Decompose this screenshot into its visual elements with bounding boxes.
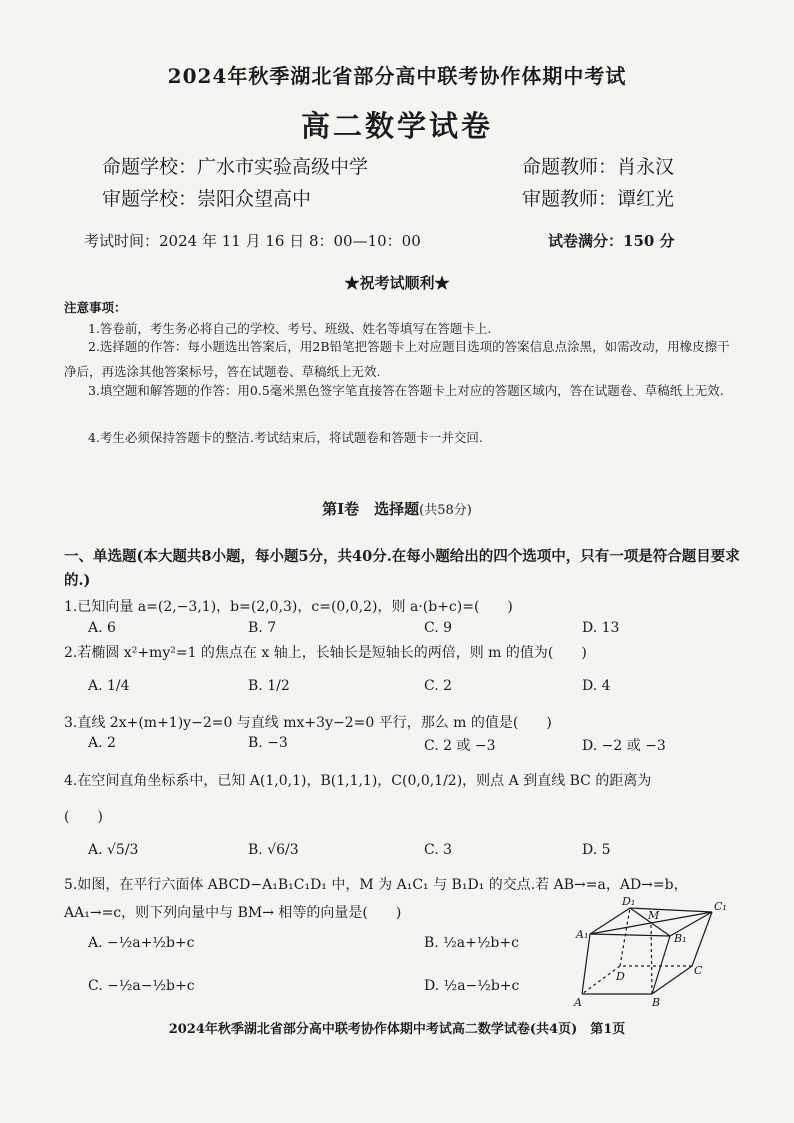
blessing: ★祝考试顺利★ [344,274,450,292]
exam-title: 2024年秋季湖北省部分高中联考协作体期中考试 [167,64,627,88]
edge-c1d1 [630,908,712,912]
full-score: 试卷满分：150 分 [548,232,675,250]
proposing-teacher: 命题教师：肖永汉 [522,156,675,178]
page-footer: 2024年秋季湖北省部分高中联考协作体期中考试高二数学试卷(共4页) 第1页 [168,1022,626,1037]
reviewing-teacher: 审题教师：谭红光 [522,188,675,210]
notice-item: 2.选择题的作答：每小题选出答案后，用2B铅笔把答题卡上对应题目选项的答案信息点涂黑，如需改动，用橡皮擦干净后，再选涂其他答案标号，答在试题卷、草稿纸上无效. [64,339,730,379]
notice-item: 4.考生必须保持答题卡的整洁.考试结束后，将试题卷和答题卡一并交回. [88,430,483,445]
q2-option-a: A. 1/4 [88,678,130,694]
question-5-stem-line1: 5.如图，在平行六面体 ABCD−A₁B₁C₁D₁ 中，M 为 A₁C₁ 与 B₁D₁ 的交点.若 AB→=a，AD→=b， [64,877,688,893]
q4-option-d: D. 5 [582,842,611,858]
notice-item: 1.答卷前，考生务必将自己的学校、考号、班级、姓名等填写在答题卡上. [88,321,492,336]
q5-option-d: D. ½a−½b+c [424,978,520,994]
parallelepiped-figure [568,894,738,1012]
question-4-paren: ( ) [64,809,103,825]
q1-option-c: C. 9 [424,620,453,636]
edge-bb1 [652,936,670,994]
q4-option-c: C. 3 [424,842,453,858]
edge-a1b1 [590,934,670,936]
edge-dd1 [620,908,630,966]
proposing-school: 命题学校：广水市实验高级中学 [102,156,369,178]
label-a1: A₁ [576,928,589,941]
q2-option-b: B. 1/2 [248,678,290,694]
edge-bc [652,966,692,994]
part1-heading: 一、单选题(本大题共8小题，每小题5分，共40分.在每小题给出的四个选项中，只有一项是符合题目要求的.) [64,548,740,589]
label-a: A [574,996,582,1009]
section-name: 第Ⅰ卷 选择题 [322,500,420,518]
label-b: B [652,996,661,1009]
label-c: C [694,964,703,977]
q4-option-b: B. √6/3 [248,842,299,858]
edge-cc1 [692,912,712,966]
q5-option-a: A. −½a+½b+c [88,935,195,951]
q1-option-b: B. 7 [248,620,277,636]
q4-option-a: A. √5/3 [88,842,139,858]
q2-option-c: C. 2 [424,678,453,694]
reviewing-school: 审题学校：崇阳众望高中 [102,188,312,210]
section-score: (共58分) [419,503,472,518]
segment-bm [651,923,652,994]
notice-heading: 注意事项： [64,300,127,315]
notice-item: 3.填空题和解答题的作答：用0.5毫米黑色签字笔直接答在答题卡上对应的答题区域内，答在试题卷、草稿纸上无效. [88,383,724,398]
edge-aa1 [582,934,590,994]
question-4-stem: 4.在空间直角坐标系中，已知 A(1,0,1)，B(1,1,1)，C(0,0,1/2)，则点 A 到直线 BC 的距离为 [64,773,652,789]
label-m: M [648,909,660,922]
question-5-stem-line2: AA₁→=c，则下列向量中与 BM→ 相等的向量是( ) [64,905,402,921]
question-3-stem: 3.直线 2x+(m+1)y−2=0 与直线 mx+3y−2=0 平行，那么 m 的值是( ) [64,715,552,731]
edge-da [582,966,620,994]
question-1-stem: 1.已知向量 a=(2,−3,1)，b=(2,0,3)，c=(0,0,2)，则 a·(b+c)=( ) [64,599,513,615]
q3-option-d: D. −2 或 −3 [582,738,666,754]
q3-option-b: B. −3 [248,735,288,751]
label-c1: C₁ [714,900,727,913]
q1-option-a: A. 6 [88,620,116,636]
exam-time: 考试时间：2024 年 11 月 16 日 8：00—10：00 [84,232,421,250]
question-2-stem: 2.若椭圆 x²+my²=1 的焦点在 x 轴上，长轴长是短轴长的两倍，则 m 的值为( ) [64,645,587,661]
paper-subtitle: 高二数学试卷 [300,109,493,143]
q1-option-d: D. 13 [582,620,620,636]
label-d: D [616,970,625,983]
q5-option-b: B. ½a+½b+c [424,935,519,951]
label-d1: D₁ [622,895,636,908]
section-title [0,498,794,519]
q2-option-d: D. 4 [582,678,611,694]
q3-option-c: C. 2 或 −3 [424,738,496,754]
label-b1: B₁ [674,932,687,945]
q3-option-a: A. 2 [88,735,116,751]
q5-option-c: C. −½a−½b+c [88,978,195,994]
